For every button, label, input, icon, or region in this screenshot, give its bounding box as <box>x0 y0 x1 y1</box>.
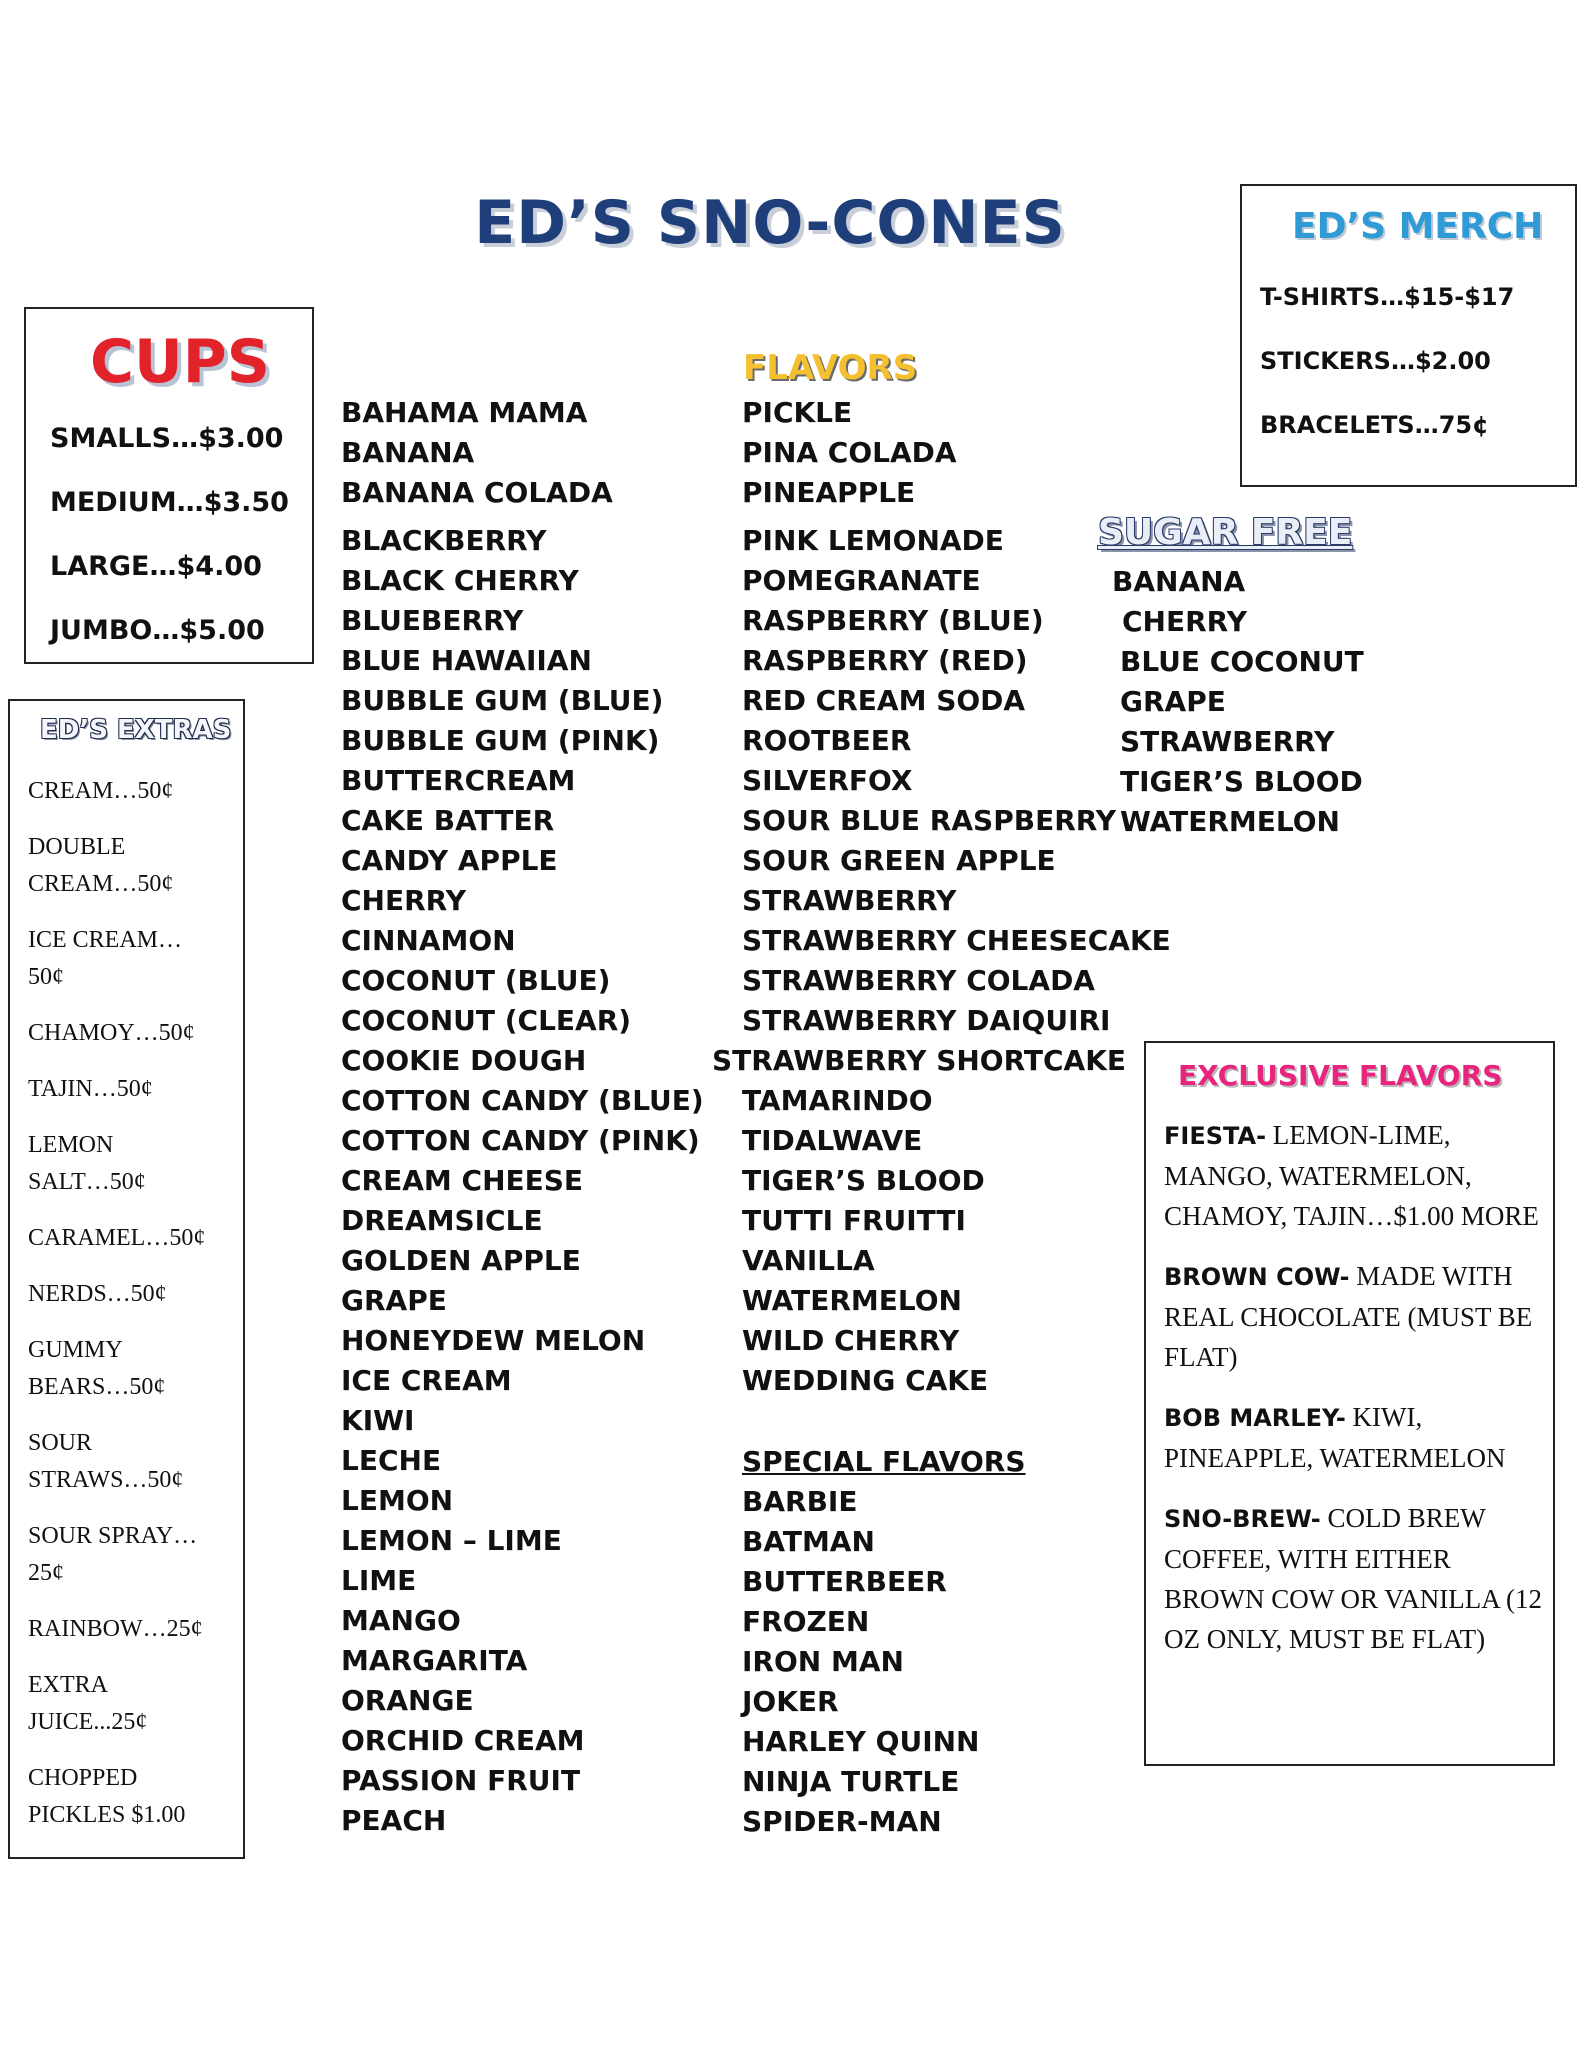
flavor-item: CINNAMON <box>341 924 516 957</box>
extra-item: GUMMY BEARS…50¢ <box>28 1337 166 1400</box>
exclusive-flavors-title: EXCLUSIVE FLAVORS <box>1178 1059 1503 1092</box>
sugar-free-item: CHERRY <box>1122 605 1247 638</box>
flavor-item: WATERMELON <box>742 1284 962 1317</box>
exclusive-flavor-item <box>1164 1498 1544 1659</box>
flavor-item: LEMON <box>341 1484 454 1517</box>
exclusive-flavor-name: BROWN COW- <box>1164 1263 1350 1291</box>
flavor-item: TAMARINDO <box>742 1084 933 1117</box>
flavor-item: DREAMSICLE <box>341 1204 543 1237</box>
flavor-item: CANDY APPLE <box>341 844 558 877</box>
special-flavor-item: HARLEY QUINN <box>742 1725 980 1758</box>
flavor-item: SOUR GREEN APPLE <box>742 844 1056 877</box>
flavor-item: BLUEBERRY <box>341 604 524 637</box>
flavor-item: ROOTBEER <box>742 724 912 757</box>
special-flavors-list <box>742 1482 979 1842</box>
exclusive-flavor-desc: MADE WITH REAL CHOCOLATE (MUST BE FLAT) <box>1164 1261 1533 1372</box>
flavor-item: COCONUT (BLUE) <box>341 964 611 997</box>
exclusive-flavor-desc: KIWI, PINEAPPLE, WATERMELON <box>1164 1402 1506 1473</box>
flavor-item: COTTON CANDY (PINK) <box>341 1124 700 1157</box>
cup-size-item: LARGE…$4.00 <box>50 551 262 582</box>
flavor-item: SILVERFOX <box>742 764 913 797</box>
flavor-item: BUBBLE GUM (PINK) <box>341 724 660 757</box>
special-flavor-item: FROZEN <box>742 1605 870 1638</box>
exclusive-flavor-desc: LEMON-LIME, MANGO, WATERMELON, CHAMOY, TAJIN…$1.00 MORE <box>1164 1120 1539 1231</box>
merch-item: BRACELETS…75¢ <box>1260 411 1489 439</box>
sugar-free-item: BANANA <box>1112 565 1246 598</box>
flavor-item: COCONUT (CLEAR) <box>341 1004 632 1037</box>
flavor-item: PEACH <box>341 1804 447 1837</box>
sugar-free-item: GRAPE <box>1120 685 1226 718</box>
special-flavor-item: BATMAN <box>742 1525 875 1558</box>
flavor-item: BANANA <box>341 436 475 469</box>
flavor-item: WEDDING CAKE <box>742 1364 989 1397</box>
flavor-item: GRAPE <box>341 1284 447 1317</box>
flavor-item: TUTTI FRUITTI <box>742 1204 966 1237</box>
extras-title: ED’S EXTRAS <box>40 715 232 745</box>
flavor-item: TIGER’S BLOOD <box>742 1164 985 1197</box>
flavors-column-1 <box>341 393 704 1841</box>
merch-box <box>1240 184 1577 487</box>
exclusive-flavor-item <box>1164 1115 1544 1236</box>
flavor-item: BANANA COLADA <box>341 476 613 509</box>
sugar-free-title: SUGAR FREE <box>1098 512 1353 553</box>
sugar-free-item: TIGER’S BLOOD <box>1120 765 1363 798</box>
flavor-item: LIME <box>341 1564 417 1597</box>
exclusive-flavor-name: BOB MARLEY- <box>1164 1404 1346 1432</box>
special-flavor-item: JOKER <box>742 1685 839 1718</box>
flavor-item: BLACK CHERRY <box>341 564 579 597</box>
flavor-item: PINK LEMONADE <box>742 524 1004 557</box>
flavor-item: GOLDEN APPLE <box>341 1244 581 1277</box>
extra-item: DOUBLE CREAM…50¢ <box>28 834 174 897</box>
flavor-item: STRAWBERRY CHEESECAKE <box>742 924 1171 957</box>
extra-item: SOUR STRAWS…50¢ <box>28 1430 184 1493</box>
extra-item: CREAM…50¢ <box>28 778 174 804</box>
flavor-item: SOUR BLUE RASPBERRY <box>742 804 1117 837</box>
merch-list <box>1260 280 1514 472</box>
extra-item: LEMON SALT…50¢ <box>28 1132 146 1195</box>
flavor-item: WILD CHERRY <box>742 1324 960 1357</box>
flavor-item: LEMON – LIME <box>341 1524 562 1557</box>
flavor-item: PINEAPPLE <box>742 476 916 509</box>
exclusive-flavor-name: SNO-BREW- <box>1164 1505 1321 1533</box>
flavor-item: CREAM CHEESE <box>341 1164 584 1197</box>
extras-list <box>28 773 205 1853</box>
special-flavor-item: IRON MAN <box>742 1645 904 1678</box>
flavor-item: BUBBLE GUM (BLUE) <box>341 684 664 717</box>
sugar-free-item: STRAWBERRY <box>1120 725 1335 758</box>
flavor-item: STRAWBERRY <box>742 884 957 917</box>
extra-item: SOUR SPRAY…25¢ <box>28 1523 198 1586</box>
cups-title: CUPS <box>90 327 270 397</box>
flavor-item: POMEGRANATE <box>742 564 981 597</box>
flavor-item: COOKIE DOUGH <box>341 1044 587 1077</box>
extra-item: ICE CREAM…50¢ <box>28 927 183 990</box>
flavor-item: MARGARITA <box>341 1644 528 1677</box>
flavor-item: PASSION FRUIT <box>341 1764 581 1797</box>
sugar-free-item: WATERMELON <box>1120 805 1340 838</box>
special-flavor-item: NINJA TURTLE <box>742 1765 960 1798</box>
exclusive-flavors-box <box>1144 1041 1555 1766</box>
flavor-item: RASPBERRY (BLUE) <box>742 604 1044 637</box>
flavor-item: STRAWBERRY DAIQUIRI <box>742 1004 1111 1037</box>
exclusive-flavor-item <box>1164 1397 1544 1478</box>
cups-box <box>24 307 314 664</box>
flavor-item: STRAWBERRY SHORTCAKE <box>712 1044 1127 1077</box>
extra-item: RAINBOW…25¢ <box>28 1616 203 1642</box>
extra-item: CHAMOY…50¢ <box>28 1020 195 1046</box>
merch-title: ED’S MERCH <box>1292 206 1544 247</box>
special-flavor-item: BUTTERBEER <box>742 1565 947 1598</box>
flavor-item: PICKLE <box>742 396 853 429</box>
exclusive-flavors-list <box>1164 1115 1544 1679</box>
flavor-item: VANILLA <box>742 1244 875 1277</box>
flavor-item: ICE CREAM <box>341 1364 512 1397</box>
flavor-item: STRAWBERRY COLADA <box>742 964 1095 997</box>
special-flavor-item: BARBIE <box>742 1485 858 1518</box>
flavor-item: KIWI <box>341 1404 415 1437</box>
exclusive-flavor-item <box>1164 1256 1544 1377</box>
flavor-item: HONEYDEW MELON <box>341 1324 646 1357</box>
cup-size-item: SMALLS…$3.00 <box>50 423 284 454</box>
cup-size-item: MEDIUM…$3.50 <box>50 487 289 518</box>
flavor-item: COTTON CANDY (BLUE) <box>341 1084 704 1117</box>
flavor-item: BLUE HAWAIIAN <box>341 644 592 677</box>
sugar-free-item: BLUE COCONUT <box>1120 645 1364 678</box>
extra-item: NERDS…50¢ <box>28 1281 167 1307</box>
flavor-item: ORANGE <box>341 1684 474 1717</box>
flavor-item: RASPBERRY (RED) <box>742 644 1028 677</box>
flavor-item: BUTTERCREAM <box>341 764 576 797</box>
exclusive-flavor-name: FIESTA- <box>1164 1122 1267 1150</box>
extra-item: CARAMEL…50¢ <box>28 1225 206 1251</box>
flavor-item: PINA COLADA <box>742 436 957 469</box>
exclusive-flavor-desc: COLD BREW COFFEE, WITH EITHER BROWN COW OR VANILLA (12 OZ ONLY, MUST BE FLAT) <box>1164 1503 1543 1654</box>
flavor-item: RED CREAM SODA <box>742 684 1026 717</box>
cup-size-item: JUMBO…$5.00 <box>50 615 265 646</box>
flavor-item: CAKE BATTER <box>341 804 555 837</box>
extra-item: CHOPPED PICKLES $1.00 <box>28 1765 186 1828</box>
special-flavors-title: SPECIAL FLAVORS <box>742 1445 1026 1478</box>
merch-item: T-SHIRTS…$15-$17 <box>1260 283 1515 311</box>
extras-box <box>8 699 245 1859</box>
sugar-free-list <box>1112 562 1364 842</box>
special-flavor-item: SPIDER-MAN <box>742 1805 942 1838</box>
flavor-item: ORCHID CREAM <box>341 1724 585 1757</box>
page-title: ED’S SNO-CONES <box>474 188 1066 258</box>
flavor-item: BAHAMA MAMA <box>341 396 588 429</box>
flavor-item: MANGO <box>341 1604 461 1637</box>
extra-item: EXTRA JUICE...25¢ <box>28 1672 148 1735</box>
cups-list <box>50 419 289 675</box>
flavor-item: LECHE <box>341 1444 442 1477</box>
flavors-title: FLAVORS <box>743 348 918 388</box>
flavor-item: CHERRY <box>341 884 466 917</box>
flavor-item: BLACKBERRY <box>341 524 547 557</box>
extra-item: TAJIN…50¢ <box>28 1076 153 1102</box>
flavor-item: TIDALWAVE <box>742 1124 923 1157</box>
merch-item: STICKERS…$2.00 <box>1260 347 1491 375</box>
